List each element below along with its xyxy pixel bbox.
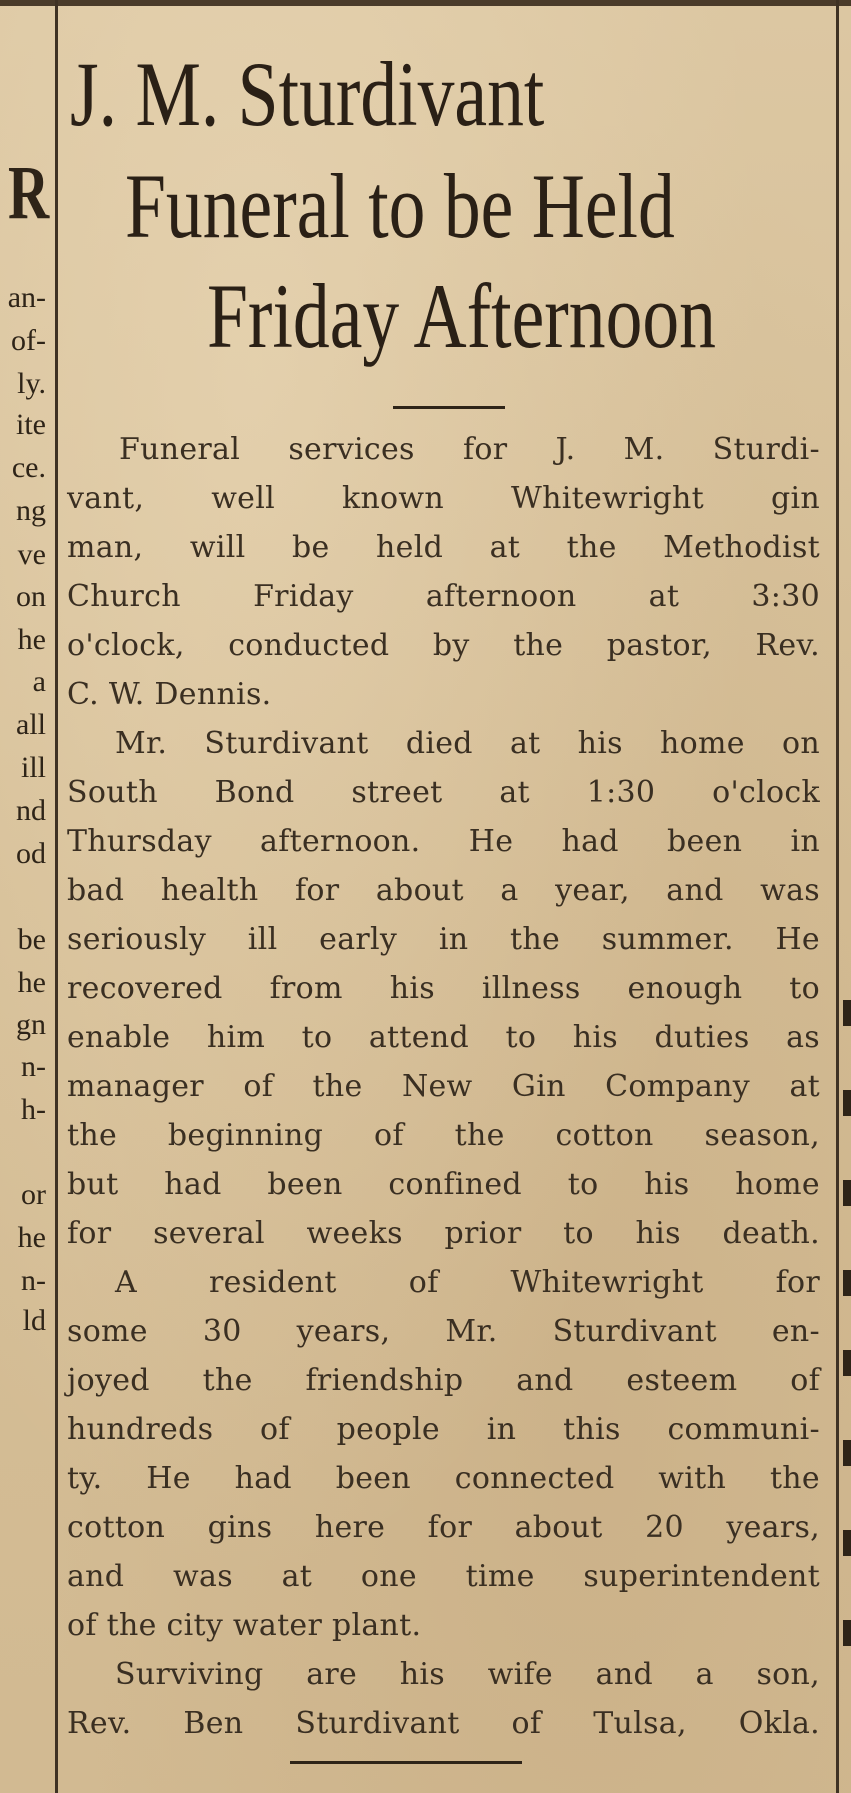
- clipped-text-fragment: ill: [20, 751, 46, 784]
- clipped-ink-mark: [843, 1440, 851, 1466]
- article-line: but had been confined to his home: [67, 1167, 820, 1202]
- clipped-text-fragment: he: [17, 1221, 46, 1254]
- headline-line-1: J. M. Sturdivant: [70, 43, 545, 145]
- article-line: recovered from his illness enough to: [67, 971, 820, 1006]
- clipped-text-fragment: be: [17, 923, 46, 956]
- clipped-text-fragment: he: [17, 966, 46, 999]
- clipped-ink-mark: [843, 1270, 851, 1296]
- article-line: C. W. Dennis.: [67, 677, 272, 712]
- clipped-text-fragment: he: [17, 623, 46, 656]
- article-line: Funeral services for J. M. Sturdi-: [119, 432, 820, 467]
- clipped-ink-mark: [843, 1000, 851, 1026]
- end-of-article-rule: [290, 1761, 522, 1764]
- clipped-ink-mark: [843, 1180, 851, 1206]
- clipped-text-fragment: an-: [7, 281, 46, 314]
- article-line: Mr. Sturdivant died at his home on: [115, 726, 820, 761]
- clipped-text-fragment: h-: [21, 1093, 46, 1126]
- article-line: for several weeks prior to his death.: [67, 1216, 820, 1251]
- article-line: South Bond street at 1:30 o'clock: [67, 775, 820, 810]
- article-line: the beginning of the cotton season,: [67, 1118, 820, 1153]
- article-line: man, will be held at the Methodist: [67, 530, 820, 565]
- article-line: Thursday afternoon. He had been in: [67, 824, 820, 859]
- clipped-text-fragment: or: [21, 1178, 46, 1211]
- headline-line-3: Friday Afternoon: [207, 265, 716, 367]
- clipped-ink-mark: [843, 1530, 851, 1556]
- clipped-text-fragment: nd: [16, 794, 46, 827]
- right-column-divider: [836, 0, 839, 1793]
- clipped-text-fragment: n-: [21, 1264, 46, 1297]
- article-line: joyed the friendship and esteem of: [67, 1363, 820, 1398]
- top-column-rule: [0, 0, 851, 6]
- article-line: Surviving are his wife and a son,: [115, 1657, 820, 1692]
- clipped-text-fragment: on: [16, 580, 46, 613]
- article-line: A resident of Whitewright for: [115, 1265, 820, 1300]
- article-line: cotton gins here for about 20 years,: [67, 1510, 820, 1545]
- headline-line-2: Funeral to be Held: [125, 155, 675, 257]
- article-line: bad health for about a year, and was: [67, 873, 820, 908]
- article-line: Church Friday afternoon at 3:30: [67, 579, 820, 614]
- clipped-text-fragment: ve: [17, 538, 46, 571]
- clipped-text-fragment: of-: [11, 324, 46, 357]
- clipped-text-fragment: ng: [16, 494, 46, 527]
- left-column-divider: [55, 0, 58, 1793]
- article-line: manager of the New Gin Company at: [67, 1069, 820, 1104]
- article-line: Rev. Ben Sturdivant of Tulsa, Okla.: [67, 1706, 820, 1741]
- clipped-text-fragment: a: [32, 665, 46, 698]
- clipped-text-fragment: od: [16, 837, 46, 870]
- clipped-text-fragment: n-: [21, 1050, 46, 1083]
- clipped-headline-letter: R: [8, 151, 50, 235]
- article-line: ty. He had been connected with the: [67, 1461, 820, 1496]
- clipped-ink-mark: [843, 1620, 851, 1646]
- article-line: seriously ill early in the summer. He: [67, 922, 820, 957]
- clipped-text-fragment: gn: [16, 1008, 46, 1041]
- article-line: of the city water plant.: [67, 1608, 422, 1643]
- clipped-ink-mark: [843, 1090, 851, 1116]
- article-line: and was at one time superintendent: [67, 1559, 820, 1594]
- clipped-text-fragment: ce.: [11, 451, 46, 484]
- clipped-text-fragment: ly.: [17, 367, 46, 400]
- headline-divider: [393, 406, 505, 409]
- article-line: hundreds of people in this communi-: [67, 1412, 820, 1447]
- article-line: enable him to attend to his duties as: [67, 1020, 820, 1055]
- article-line: vant, well known Whitewright gin: [67, 481, 820, 516]
- clipped-text-fragment: ld: [22, 1304, 46, 1337]
- article-line: o'clock, conducted by the pastor, Rev.: [67, 628, 820, 663]
- clipped-ink-mark: [843, 1350, 851, 1376]
- article-line: some 30 years, Mr. Sturdivant en-: [67, 1314, 820, 1349]
- clipped-text-fragment: ite: [16, 408, 46, 441]
- clipped-text-fragment: all: [16, 708, 46, 741]
